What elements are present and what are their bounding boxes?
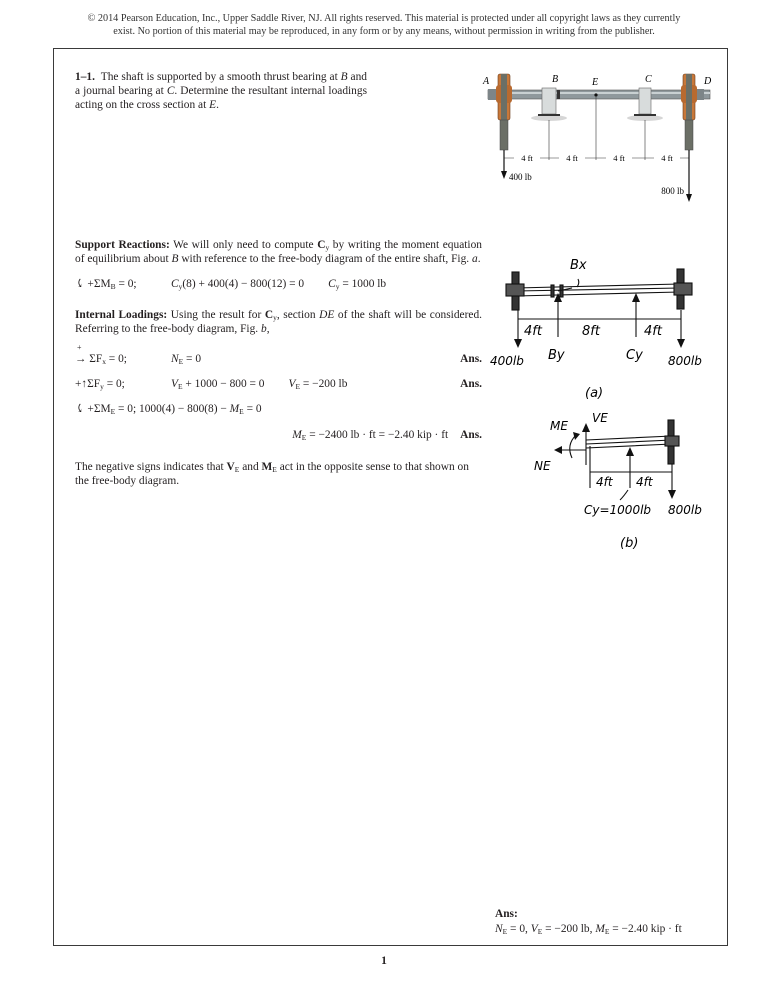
var: V <box>530 922 538 935</box>
final-answer-label: Ans: <box>495 908 518 920</box>
text: act in the opposite sense to that shown on the free-body diagram. <box>75 460 469 488</box>
ans-marker: Ans. <box>460 378 482 391</box>
var-E: E <box>209 99 217 112</box>
arrow-800lb <box>677 339 685 348</box>
subscript: E <box>234 464 240 474</box>
eq-body-group <box>75 402 262 416</box>
final-answer-values <box>495 922 682 937</box>
eq-body: = 0 <box>183 353 202 366</box>
var: N <box>495 922 503 935</box>
equation-moment-E <box>75 402 482 416</box>
eq-body: = 0 <box>243 403 262 416</box>
dim-BE: 4 ft <box>566 153 578 163</box>
solution <box>75 238 482 499</box>
subscript: y <box>100 382 104 392</box>
label-ME: ME <box>550 419 568 433</box>
subscript: y <box>273 312 277 322</box>
text: and <box>239 460 262 473</box>
subscript: E <box>177 382 183 392</box>
load-400lb: 400lb <box>490 354 524 368</box>
dim-EC: 4 ft <box>613 153 625 163</box>
arrow-VE <box>582 423 590 432</box>
dim-4ft-right: 4ft <box>636 475 653 489</box>
fbd-figure-b <box>520 410 720 560</box>
label-C: C <box>645 74 652 85</box>
fig-ref-b: b <box>261 322 267 335</box>
eq-label: ⤹ +ΣM <box>75 403 111 416</box>
label-B: B <box>552 74 559 85</box>
eq-result-group <box>288 377 347 391</box>
support-reactions-paragraph <box>75 238 482 266</box>
problem-text: . <box>216 99 219 112</box>
dim-8ft: 8ft <box>582 324 600 339</box>
subscript: E <box>301 432 307 442</box>
equation-moment-B <box>75 277 482 291</box>
fbd-a-shaft <box>516 284 680 296</box>
var: M <box>229 403 240 416</box>
var: N <box>171 353 179 366</box>
internal-loadings-heading: Internal Loadings: <box>75 308 168 321</box>
arrow-800lb <box>686 194 692 202</box>
eq-label: +↑ΣF <box>75 378 101 391</box>
equation-sum-fx <box>75 343 482 367</box>
label-A: A <box>483 76 490 87</box>
plus-sign: + <box>77 343 82 353</box>
eq-result: = −200 lb <box>300 378 348 391</box>
problem-text: The shaft is supported by a smooth thrust bearing at <box>100 71 341 83</box>
eq-label: → ΣF <box>75 353 103 366</box>
subscript: E <box>295 382 301 392</box>
fig-ref-a: a <box>471 253 478 266</box>
internal-loadings-paragraph <box>75 308 482 336</box>
arrow-Cy <box>632 293 640 302</box>
var-Cy: C <box>264 308 274 321</box>
var-V: V <box>226 460 235 473</box>
var-DE: DE <box>319 308 335 321</box>
var-C: C <box>166 85 175 98</box>
subscript: y <box>325 243 330 252</box>
label-D: D <box>704 76 712 87</box>
eq-result: = 1000 lb <box>339 278 387 291</box>
load-800lb: 800lb <box>668 354 702 368</box>
eq-label-group <box>75 377 159 391</box>
equation-sum-fy <box>75 377 482 391</box>
label-By: By <box>548 348 565 363</box>
pulley-A <box>488 74 512 150</box>
value: = −200 lb, <box>542 922 596 935</box>
dim-4ft-left: 4ft <box>524 324 542 339</box>
sign-note <box>75 460 482 488</box>
eq-result-group <box>292 428 448 442</box>
label-Cy-1000lb: Cy=1000lb <box>584 503 652 517</box>
label-VE: VE <box>592 411 608 425</box>
var-B: B <box>171 253 179 266</box>
arrow-plus <box>75 343 103 366</box>
load-800lb: 800lb <box>668 503 702 517</box>
label-NE: NE <box>534 459 551 473</box>
label-E: E <box>592 77 599 88</box>
text: by writing the moment equation of equilibrium about <box>75 239 482 266</box>
fbd-b-shaft <box>586 436 672 448</box>
copyright-notice <box>0 12 768 38</box>
problem-text: and a journal bearing at <box>75 71 367 98</box>
eq-body: + 1000 − 800 = 0 <box>182 378 265 391</box>
eq-label-group <box>75 277 159 291</box>
subscript: E <box>239 407 244 417</box>
text: , section <box>276 308 320 321</box>
var: C <box>171 278 179 291</box>
var-Cy: C <box>317 239 326 251</box>
arrow-NE <box>554 446 562 454</box>
shaft-figure <box>478 68 718 203</box>
final-answer <box>495 907 682 936</box>
label-Bx: Bx <box>570 258 587 273</box>
text: , <box>266 322 270 335</box>
var-B: B <box>340 71 348 83</box>
caption-b: (b) <box>620 536 639 551</box>
var: M <box>595 922 605 935</box>
page-number: 1 <box>381 955 387 967</box>
eq-body-group <box>171 377 264 391</box>
eq-body-group <box>171 277 304 291</box>
shaft <box>488 90 710 99</box>
subscript: E <box>272 464 277 474</box>
ans-marker: Ans. <box>460 353 482 366</box>
equation-ME-result <box>75 428 482 442</box>
text: of the shaft will be considered. Referring to the free-body diagram, Fig. <box>75 308 482 335</box>
subscript: y <box>335 282 340 292</box>
subscript: y <box>178 282 183 292</box>
eq-result: = −2400 lb · ft = −2.40 kip · ft <box>306 428 449 441</box>
subscript: E <box>110 407 116 417</box>
eq-label: ⤹ +ΣM <box>75 278 111 291</box>
point-E <box>594 93 597 96</box>
text: The negative signs indicates that <box>75 460 227 473</box>
problem-number: 1–1. <box>75 71 95 83</box>
arrow-400lb <box>501 171 507 179</box>
subscript: x <box>102 357 106 367</box>
caption-a: (a) <box>585 386 604 401</box>
fbd-figure-a <box>490 255 720 405</box>
subscript: E <box>604 926 610 936</box>
dim-4ft-right: 4ft <box>644 324 662 339</box>
problem-text: . Determine the resultant internal loadings acting on the cross section at <box>75 85 367 112</box>
eq-body: (8) + 400(4) − 800(12) = 0 <box>182 278 305 291</box>
subscript: E <box>502 926 508 936</box>
subscript: E <box>178 357 184 367</box>
eq-result-group <box>328 277 386 291</box>
var: V <box>171 378 178 391</box>
var: V <box>288 378 296 391</box>
dim-CD: 4 ft <box>661 153 673 163</box>
eq-body: = 0; 1000(4) − 800(8) − <box>115 403 230 416</box>
subscript: B <box>110 282 116 292</box>
load-800lb: 800 lb <box>661 186 684 196</box>
load-400lb: 400 lb <box>509 172 532 182</box>
var: C <box>328 278 336 291</box>
label-Cy: Cy <box>626 348 643 363</box>
text: We will only need to compute <box>169 239 318 251</box>
value: = 0, <box>507 922 531 935</box>
eq-label: = 0; <box>103 378 125 391</box>
eq-label: = 0; <box>115 278 137 291</box>
value: = −2.40 kip · ft <box>609 922 682 935</box>
eq-label-group <box>75 343 159 367</box>
text: Using the result for <box>167 308 265 321</box>
problem-statement <box>75 70 367 113</box>
text: . <box>477 253 481 266</box>
arrow-ME <box>573 432 580 440</box>
ans-marker: Ans. <box>460 428 482 441</box>
var: M <box>292 428 302 441</box>
var-M: M <box>261 460 273 473</box>
arrow-400lb <box>514 339 522 348</box>
support-reactions-heading: Support Reactions: <box>75 239 170 251</box>
copyright-line-1: © 2014 Pearson Education, Inc., Upper Saddle River, NJ. All rights reserved. This material is protected under all copyright laws as they currently <box>87 13 681 24</box>
eq-label: = 0; <box>105 353 127 366</box>
dim-AB: 4 ft <box>521 153 533 163</box>
copyright-line-2: exist. No portion of this material may be reproduced, in any form or by any means, without permission in writing from the publisher. <box>113 26 655 37</box>
arrow-Cy <box>626 447 634 456</box>
arrow-800lb <box>668 490 676 499</box>
subscript: E <box>537 926 543 936</box>
eq-body-group <box>171 352 201 366</box>
dim-4ft-left: 4ft <box>596 475 613 489</box>
text: with reference to the free-body diagram of the entire shaft, Fig. <box>178 253 472 266</box>
pulley-D <box>681 74 704 150</box>
